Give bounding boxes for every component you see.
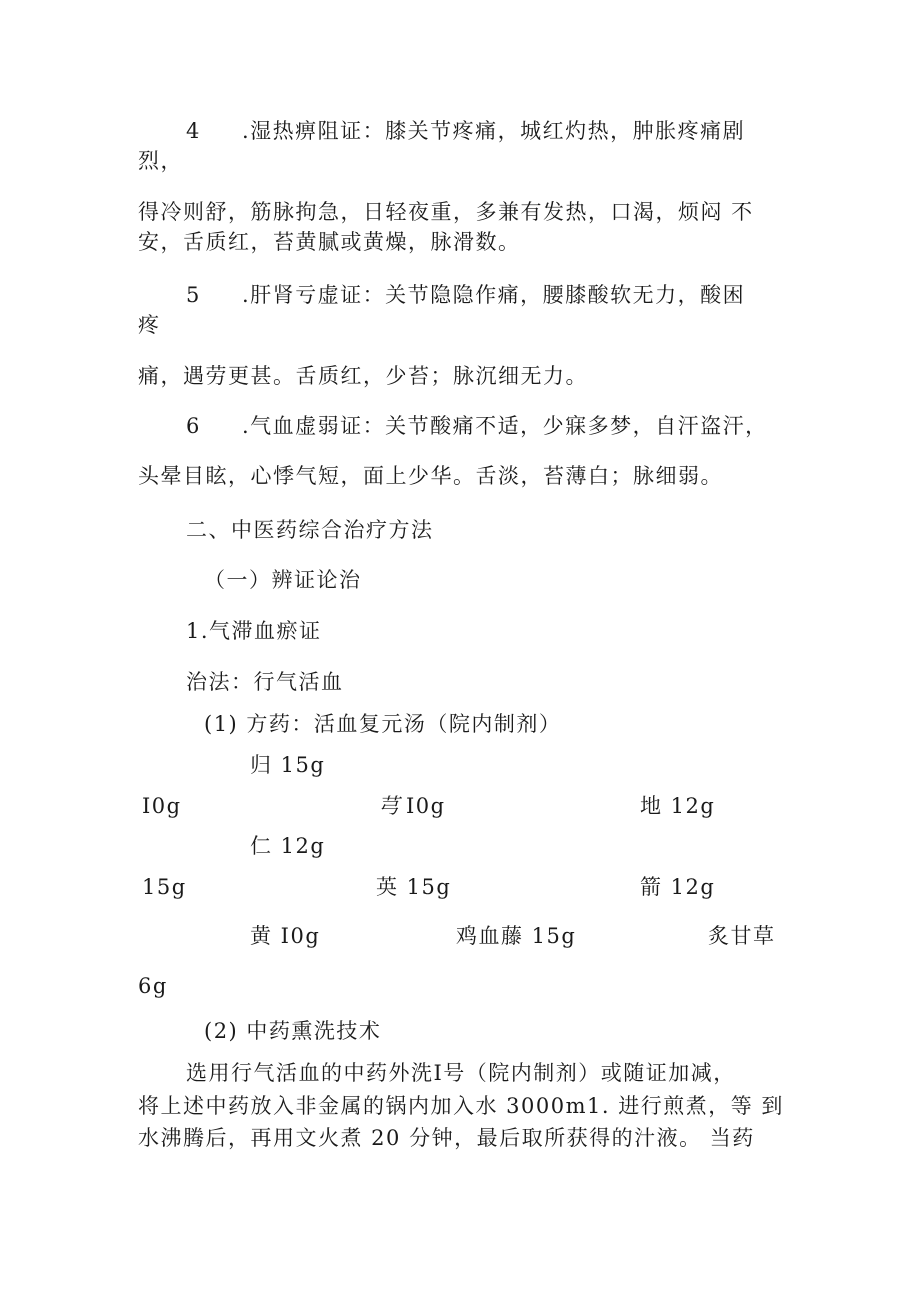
- herb-item: 英 15g: [376, 875, 452, 899]
- herb-item: 芎: [378, 794, 401, 818]
- herb-item: 6g: [138, 974, 168, 998]
- fumigation-line-3: 水沸腾后，再用文火煮 20 分钟，最后取所获得的汁液。 当药: [138, 1126, 755, 1150]
- herb-item: 箭 12g: [640, 875, 716, 899]
- item-qi-stagnation: 1.气滞血瘀证: [186, 619, 322, 643]
- herb-item: I0g: [406, 794, 446, 818]
- herb-item: 仁 12g: [250, 834, 326, 858]
- section-4-line-2: 得冷则舒，筋脉拘急，日轻夜重，多兼有发热，口渴，烦闷 不: [138, 200, 754, 224]
- section-5-line-2: 痛，遇劳更甚。舌质红，少苔；脉沉细无力。: [138, 364, 588, 388]
- section-4-line-1-wrap: 烈，: [138, 149, 183, 173]
- section-4-line-1: .湿热痹阻证：膝关节疼痛，城红灼热，肿胀疼痛剧: [242, 119, 746, 143]
- section-5-number: 5: [186, 283, 200, 307]
- fumigation-line-2: 将上述中药放入非金属的锅内加入水 3000m1. 进行煎煮，等 到: [138, 1094, 784, 1118]
- herb-item: 鸡血藤 15g: [456, 924, 577, 948]
- section-6-line-1: .气血虚弱证：关节酸痛不适，少寐多梦，自汗盗汗，: [242, 414, 768, 438]
- fumigation-line-1: 选用行气活血的中药外洗Ⅰ号（院内制剂）或随证加减，: [186, 1061, 736, 1085]
- herb-item: 地 12g: [640, 794, 716, 818]
- subheading-syndrome-differentiation: （一）辨证论治: [204, 568, 362, 592]
- herb-item: 15g: [142, 875, 187, 899]
- fumigation-heading: (2) 中药熏洗技术: [204, 1019, 382, 1043]
- section-5-line-1-wrap: 疼: [138, 313, 161, 337]
- herb-item: 黄 I0g: [250, 924, 321, 948]
- treatment-method: 治法：行气活血: [186, 670, 344, 694]
- prescription-heading: (1) 方药：活血复元汤（院内制剂）: [204, 712, 562, 736]
- heading-treatment-methods: 二、中医药综合治疗方法: [186, 518, 434, 542]
- herb-item: I0g: [142, 794, 182, 818]
- herb-item: 归 15g: [250, 753, 326, 777]
- herb-item: 炙甘草: [708, 924, 776, 948]
- section-4-line-3: 安，舌质红，苔黄腻或黄燥，脉滑数。: [138, 230, 521, 254]
- section-4-number: 4: [186, 119, 200, 143]
- section-6-line-2: 头晕目眩，心悸气短，面上少华。舌淡，苔薄白；脉细弱。: [138, 464, 723, 488]
- section-6-number: 6: [186, 414, 200, 438]
- section-5-line-1: .肝肾亏虚证：关节隐隐作痛，腰膝酸软无力，酸困: [242, 283, 746, 307]
